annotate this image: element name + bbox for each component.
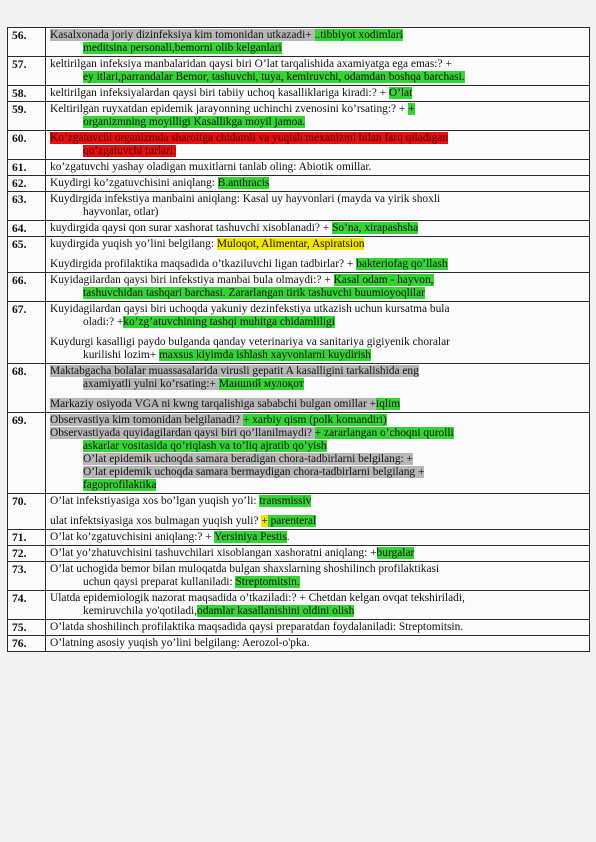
question-row (8, 160, 590, 176)
question-number: 73. (8, 562, 46, 591)
text-line (50, 547, 586, 560)
text-segment: kurilishi lozim+ (83, 349, 160, 361)
question-row (8, 192, 590, 221)
highlighted-answer: O’lat (388, 87, 413, 99)
question-row (8, 636, 590, 652)
text-line (50, 378, 586, 391)
text-line (50, 222, 586, 235)
question-number: 76. (8, 636, 46, 652)
highlighted-answer: Markaziy osiyoda VGA ni kwng tarqalishiga sababchi bulgan omillar + (50, 398, 377, 410)
highlighted-answer: parenteral (267, 515, 317, 527)
text-segment: . (286, 531, 290, 543)
text-segment: O’latda shoshilinch profilaktika maqsadida qaysi preparatdan foydalaniladi: Streptomitsin. (50, 621, 464, 633)
highlighted-answer: axamiyatli yulni ko’rsating:+ (83, 378, 219, 390)
paragraph-gap (50, 508, 586, 515)
highlighted-answer: Маиший мулоқот (218, 378, 304, 390)
text-line (50, 116, 586, 129)
text-segment: kuydirgida qaysi qon surar xashorat tashuvchi xisoblanadi? + (50, 222, 333, 234)
question-row (8, 620, 590, 636)
question-row (8, 221, 590, 237)
question-text (46, 530, 590, 546)
question-table-body (8, 28, 590, 652)
text-segment: ko’zgatuvchi yashay oladigan muxitlarni tanlab oling: Abiotik omillar. (50, 161, 372, 173)
text-line (50, 515, 586, 528)
question-number: 62. (8, 176, 46, 192)
text-segment: Keltirilgan ruyxatdan epidemik jarayonning uchinchi zvenosini ko’rsating:? + (50, 103, 409, 115)
text-line (50, 398, 586, 411)
text-segment: O’latning asosiy yuqish yo’lini belgilang: Aerozol-o'pka. (50, 637, 310, 649)
text-line (50, 440, 586, 479)
question-row (8, 237, 590, 273)
highlighted-answer: burgalar (376, 547, 415, 559)
question-row (8, 273, 590, 302)
question-row (8, 176, 590, 192)
text-segment: hayvonlar, otlar) (83, 206, 159, 218)
question-row (8, 131, 590, 160)
text-line (50, 479, 586, 492)
text-segment: kemiruvchila yo'qotiladi, (83, 605, 198, 617)
question-row (8, 530, 590, 546)
text-segment: Ulatda epidemiologik nazorat maqsadida o’tkaziladi:? + Chetdan kelgan ovqat tekshiriladi, (50, 592, 465, 604)
highlighted-answer: odamlar kasallanishini oldini olish (197, 605, 355, 617)
question-text (46, 131, 590, 160)
highlighted-answer: ey itlari,parrandalar Bemor, tashuvchi, tuya, kemiruvchi, odamdan boshqa barchasi. (83, 71, 465, 83)
highlighted-answer: fagoprofilaktika (83, 479, 157, 491)
text-segment: O’lat uchogida bemor bilan muloqatda bulgan shaxslarning shoshilinch profilaktikasi (50, 563, 440, 575)
question-text (46, 28, 590, 57)
question-number: 68. (8, 364, 46, 413)
highlighted-answer: + xarbiy qism (polk komandiri) (242, 414, 387, 426)
question-text (46, 636, 590, 652)
text-line (50, 132, 586, 145)
text-line (50, 238, 586, 251)
highlighted-answer: askarlar vositasida qo’riqlash va to’liq ajratib qo’yish (83, 440, 327, 452)
question-number: 69. (8, 413, 46, 494)
highlighted-answer: Kasal odam - hayvon, (333, 274, 434, 286)
question-row (8, 86, 590, 102)
text-segment: keltirilgan infeksiyalardan qaysi biri tabiiy uchoq kasalliklariga kiradi:? + (50, 87, 389, 99)
text-line (50, 563, 586, 576)
question-text (46, 620, 590, 636)
highlighted-answer: Yersiniya Pestis (214, 531, 287, 543)
text-line (50, 621, 586, 634)
text-line (50, 605, 586, 618)
text-line (50, 637, 586, 650)
highlighted-answer: B.anthracis (217, 177, 270, 189)
question-number: 66. (8, 273, 46, 302)
text-segment: O’lat yo’zhatuvchisini tashuvchilari xisoblangan xashoratni aniqlang: + (50, 547, 377, 559)
question-row (8, 302, 590, 364)
text-line (50, 71, 586, 84)
text-line (50, 349, 586, 362)
highlighted-answer: bakteriofag qo’llash (356, 258, 448, 270)
text-line (50, 336, 586, 349)
highlighted-answer: maxsus kiyimda ishlash xayvonlarni kuydirish (159, 349, 372, 361)
question-text (46, 192, 590, 221)
question-row (8, 28, 590, 57)
text-line (50, 58, 586, 71)
text-segment: Kuyidagilardan qaysi biri infekstiya manbai bula olmaydi:? + (50, 274, 334, 286)
question-number: 63. (8, 192, 46, 221)
question-text (46, 413, 590, 494)
text-segment: Kuydirgi ko’zgatuvchisini aniqlang: (50, 177, 218, 189)
highlighted-answer: Muloqot, Alimentar, Aspiratsion (216, 238, 365, 250)
text-line (50, 414, 586, 440)
question-text (46, 237, 590, 273)
question-text (46, 102, 590, 131)
question-text (46, 494, 590, 530)
question-row (8, 546, 590, 562)
question-text (46, 591, 590, 620)
question-row (8, 591, 590, 620)
text-line (50, 87, 586, 100)
text-line (50, 103, 586, 116)
question-number: 64. (8, 221, 46, 237)
text-segment: uchun qaysi preparat kullaniladi: (83, 576, 236, 588)
text-line (50, 316, 586, 329)
text-segment: O’lat ko’zgatuvchisini aniqlang:? + (50, 531, 215, 543)
highlighted-answer: ..tibbiyot xodimlari (314, 29, 403, 41)
text-line (50, 287, 586, 300)
text-line (50, 29, 586, 42)
text-segment: oladi:? + (83, 316, 124, 328)
question-text (46, 221, 590, 237)
highlighted-answer: Ko’zgatuvchi organizmda sharoitga chidamli va yuqish mexanizmi bilan farq qiladigan (50, 132, 449, 144)
highlighted-answer: + zararlangan o’choqni qurolli (314, 427, 454, 439)
paragraph-gap (50, 329, 586, 336)
text-line (50, 161, 586, 174)
text-line (50, 576, 586, 589)
question-number: 72. (8, 546, 46, 562)
question-row (8, 562, 590, 591)
text-segment: Kuydirgida infekstiya manbaini aniqlang: Kasal uy hayvonlari (mayda va yirik shoxli (50, 193, 441, 205)
highlighted-answer: + (261, 515, 268, 527)
question-number: 75. (8, 620, 46, 636)
question-number: 57. (8, 57, 46, 86)
highlighted-answer: organizmning moyilligi Kasallikga moyil jamoa. (83, 116, 306, 128)
text-segment: ulat infektsiyasiga xos bulmagan yuqish yuli? (50, 515, 262, 527)
highlighted-answer: Maktabgacha bolalar muassasalarida virusli gepatit A kasalligini tarkalishida eng (50, 365, 419, 377)
question-number: 70. (8, 494, 46, 530)
highlighted-answer: ko’zg’atuvchining tashqi muhitga chidamliligi (123, 316, 335, 328)
highlighted-answer: So’na, xirapashsha (332, 222, 419, 234)
highlighted-answer: transmissiv (259, 495, 312, 507)
highlighted-answer: + (408, 103, 415, 115)
question-number: 61. (8, 160, 46, 176)
text-line (50, 531, 586, 544)
text-line (50, 206, 586, 219)
question-text (46, 57, 590, 86)
question-table (7, 27, 590, 652)
question-text (46, 160, 590, 176)
text-segment: O’lat infekstiyasiga xos bo’lgan yuqish yo’li: (50, 495, 260, 507)
highlighted-answer: Observastiya kim tomonidan belgilanadi? (50, 414, 243, 426)
question-text (46, 302, 590, 364)
text-segment: Kuydirgida profilaktika maqsadida o’tkaziluvchi ligan tadbirlar? + (50, 258, 357, 270)
question-number: 74. (8, 591, 46, 620)
text-line (50, 177, 586, 190)
paragraph-gap (50, 251, 586, 258)
question-text (46, 364, 590, 413)
question-text (46, 273, 590, 302)
question-number: 59. (8, 102, 46, 131)
question-row (8, 57, 590, 86)
text-segment: kuydirgida yuqish yo’lini belgilang: (50, 238, 217, 250)
question-number: 71. (8, 530, 46, 546)
highlighted-answer: O’lat epidemik uchoqda samara beradigan chora-tadbirlarni belgilang: + (83, 453, 413, 465)
question-text (46, 176, 590, 192)
question-number: 65. (8, 237, 46, 273)
question-text (46, 546, 590, 562)
highlighted-answer: Observastiyada quyidagilardan qaysi biri qo’llanilmaydi? (50, 427, 315, 439)
question-number: 58. (8, 86, 46, 102)
text-segment: keltirilgan infeksiya manbalaridan qaysi biri O’lat tarqalishida axamiyatga ega emas:? + (50, 58, 452, 70)
highlighted-answer: meditsina personali,bemorni olib kelganlari (83, 42, 282, 54)
text-line (50, 274, 586, 287)
highlighted-answer: O’lat epidemik uchoqda samara bermaydigan chora-tadbirlarni belgilang + (83, 466, 425, 478)
text-segment: Kuydurgi kasalligi paydo bulganda qanday veterinariya va sanitariya gigiyenik choralar (50, 336, 450, 348)
question-row (8, 364, 590, 413)
highlighted-answer: qo’zgatuvchi turlari: (83, 145, 177, 157)
highlighted-answer: tashuvchidan tashqari barchasi. Zararlangan tirik tashuvchi buumioyoqlilar (83, 287, 425, 299)
text-line (50, 365, 586, 378)
paragraph-gap (50, 391, 586, 398)
question-text (46, 562, 590, 591)
highlighted-answer: Streptomitsin. (235, 576, 300, 588)
text-line (50, 42, 586, 55)
text-segment: Kuyidagilardan qaysi biri uchoqda yakuniy dezinfekstiya utkazish uchun kursatma bula (50, 303, 450, 315)
question-number: 60. (8, 131, 46, 160)
text-line (50, 495, 586, 508)
text-line (50, 258, 586, 271)
question-text (46, 86, 590, 102)
text-line (50, 193, 586, 206)
highlighted-answer: iqlim (376, 398, 401, 410)
question-row (8, 102, 590, 131)
text-line (50, 592, 586, 605)
question-row (8, 413, 590, 494)
text-line (50, 303, 586, 316)
highlighted-answer: Kasalxonada joriy dizinfeksiya kim tomonidan utkazadi+ (50, 29, 315, 41)
question-number: 67. (8, 302, 46, 364)
question-number: 56. (8, 28, 46, 57)
question-row (8, 494, 590, 530)
text-line (50, 145, 586, 158)
